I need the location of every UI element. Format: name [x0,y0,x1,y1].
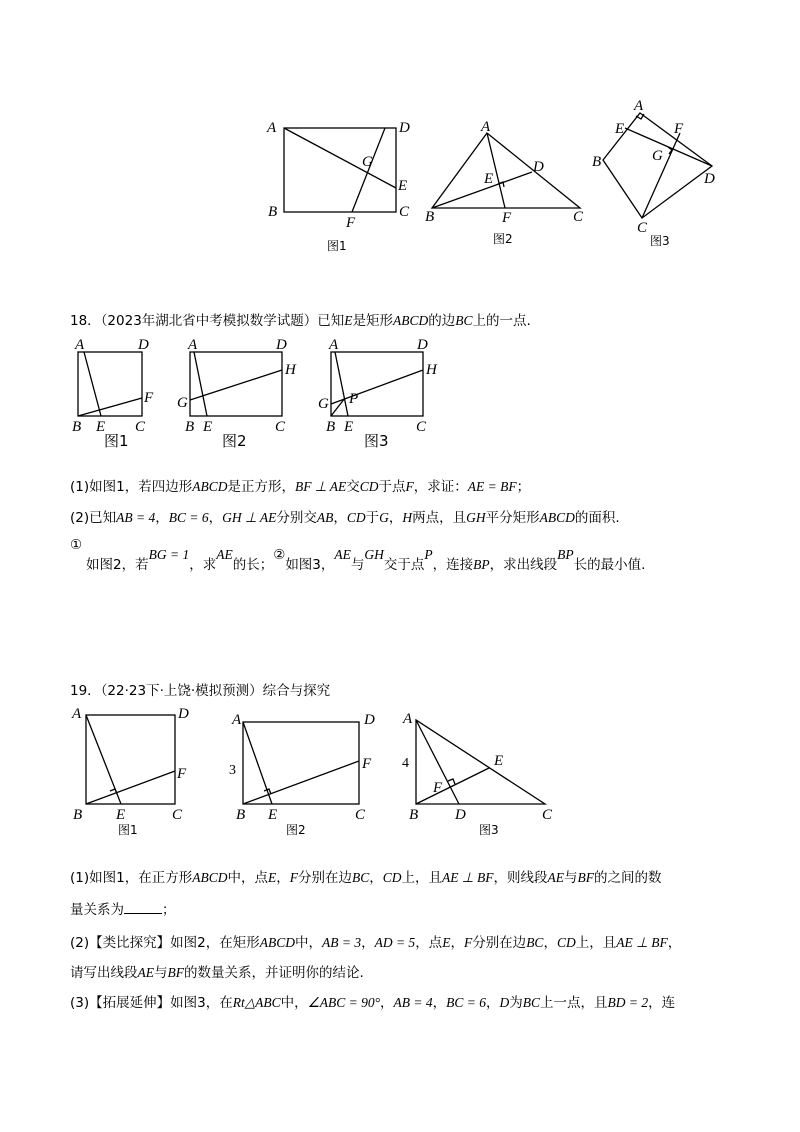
label-b: B [73,807,83,823]
label-e: E [494,753,504,769]
label-e: E [398,178,408,194]
label-f: F [362,756,372,772]
caption-fig1: 图1 [118,823,138,837]
label-b: B [236,807,246,823]
question-number: 19． [70,683,101,699]
caption-fig3: 图3 [479,823,499,837]
label-f: F [433,780,443,796]
label-g: G [177,395,188,411]
label-a: A [232,712,242,728]
segment-be [416,768,489,804]
caption-fig3: 图3 [364,432,389,450]
caption-fig2: 图2 [493,232,513,246]
label-d: D [276,337,287,353]
label-f: F [502,210,512,226]
segment-bf [86,771,175,804]
caption-fig2: 图2 [222,432,247,450]
q19-part1: (1)如图1，在正方形ABCD中，点E，F分别在边BC，CD上，且AE ⊥ BF，则线段AE与BF的之间的数 [70,870,662,886]
label-c: C [399,204,410,220]
label-a: A [634,98,644,114]
label-d: D [417,337,428,353]
q18-part1: (1)如图1，若四边形ABCD是正方形，BF ⊥ AE交CD于点F，求证：AE = BF； [70,479,531,495]
q19-part1-cont: 量关系为 ； [70,902,176,918]
label-d: D [178,706,189,722]
label-d: D [704,171,715,187]
label-c: C [275,419,286,435]
side-length-ab: 4 [402,756,409,771]
label-a: A [75,337,85,353]
caption-fig3: 图3 [650,234,670,248]
q19-part2: (2)【类比探究】如图2，在矩形ABCD中，AB = 3，AD = 5，点E，F分别在边BC，CD上，且AE ⊥ BF， [70,935,682,951]
question-title: 综合与探究 [262,683,331,699]
caption-fig1: 图1 [327,239,347,253]
label-c: C [172,807,183,823]
label-d: D [533,159,544,175]
question-source: （22·23下·上饶·模拟预测） [100,683,263,699]
question-source: （2023年湖北省中考模拟数学试题） [100,313,318,329]
label-b: B [425,209,435,225]
label-g: G [652,148,663,164]
label-a: A [267,120,277,136]
label-d: D [364,712,375,728]
label-h: H [426,362,437,378]
rectangle-abcd [243,722,359,804]
label-a: A [403,711,413,727]
label-c: C [542,807,553,823]
label-e: E [203,419,213,435]
q19-part3: (3)【拓展延伸】如图3，在Rt△ABC中，∠ABC = 90°，AB = 4，BC = 6，D为BC上一点，且BD = 2，连 [70,995,676,1011]
label-b: B [326,419,336,435]
label-c: C [637,220,648,236]
label-g: G [318,396,329,412]
label-a: A [188,337,198,353]
label-e: E [484,171,494,187]
label-f: F [346,215,356,231]
label-b: B [185,419,195,435]
label-p: P [349,391,359,407]
segment-ae [243,722,272,804]
label-e: E [96,419,106,435]
label-a: A [481,119,491,135]
label-e: E [268,807,278,823]
q18-stem: 18．（2023年湖北省中考模拟数学试题）已知E是矩形ABCD的边BC上的一点. [70,313,531,329]
label-c: C [416,419,427,435]
q19-part2-cont: 请写出线段AE与BF的数量关系，并证明你的结论. [70,965,364,981]
answer-blank[interactable] [124,903,162,914]
caption-fig1: 图1 [104,432,129,450]
q18-part2: (2)已知AB = 4，BC = 6，GH ⊥ AE分别交AB，CD于G，H两点，且GH平分矩形ABCD的面积. [70,510,620,526]
label-f: F [177,766,187,782]
label-c: C [573,209,584,225]
label-d: D [399,120,410,136]
label-e: E [615,121,625,137]
segment-bf [243,761,359,804]
label-b: B [409,807,419,823]
label-b: B [592,154,602,170]
q18-circled-1-marker: ① [70,537,83,553]
label-h: H [285,362,296,378]
label-a: A [72,706,82,722]
label-d: D [138,337,149,353]
label-c: C [355,807,366,823]
label-d: D [455,807,466,823]
caption-fig2: 图2 [286,823,306,837]
side-length-ab: 3 [229,763,236,778]
label-b: B [268,204,278,220]
label-e: E [116,807,126,823]
label-g: G [362,154,373,170]
label-e: E [344,419,354,435]
label-f: F [674,121,684,137]
label-f: F [144,390,154,406]
q18-part3: 如图2，若BG = 1，求AE的长；②如图3，AE与GH交于点P，连接BP，求出线段BP长的最小值. [86,547,646,573]
question-number: 18． [70,313,101,329]
square-abcd [86,715,175,804]
label-a: A [329,337,339,353]
label-b: B [72,419,82,435]
label-c: C [135,419,146,435]
